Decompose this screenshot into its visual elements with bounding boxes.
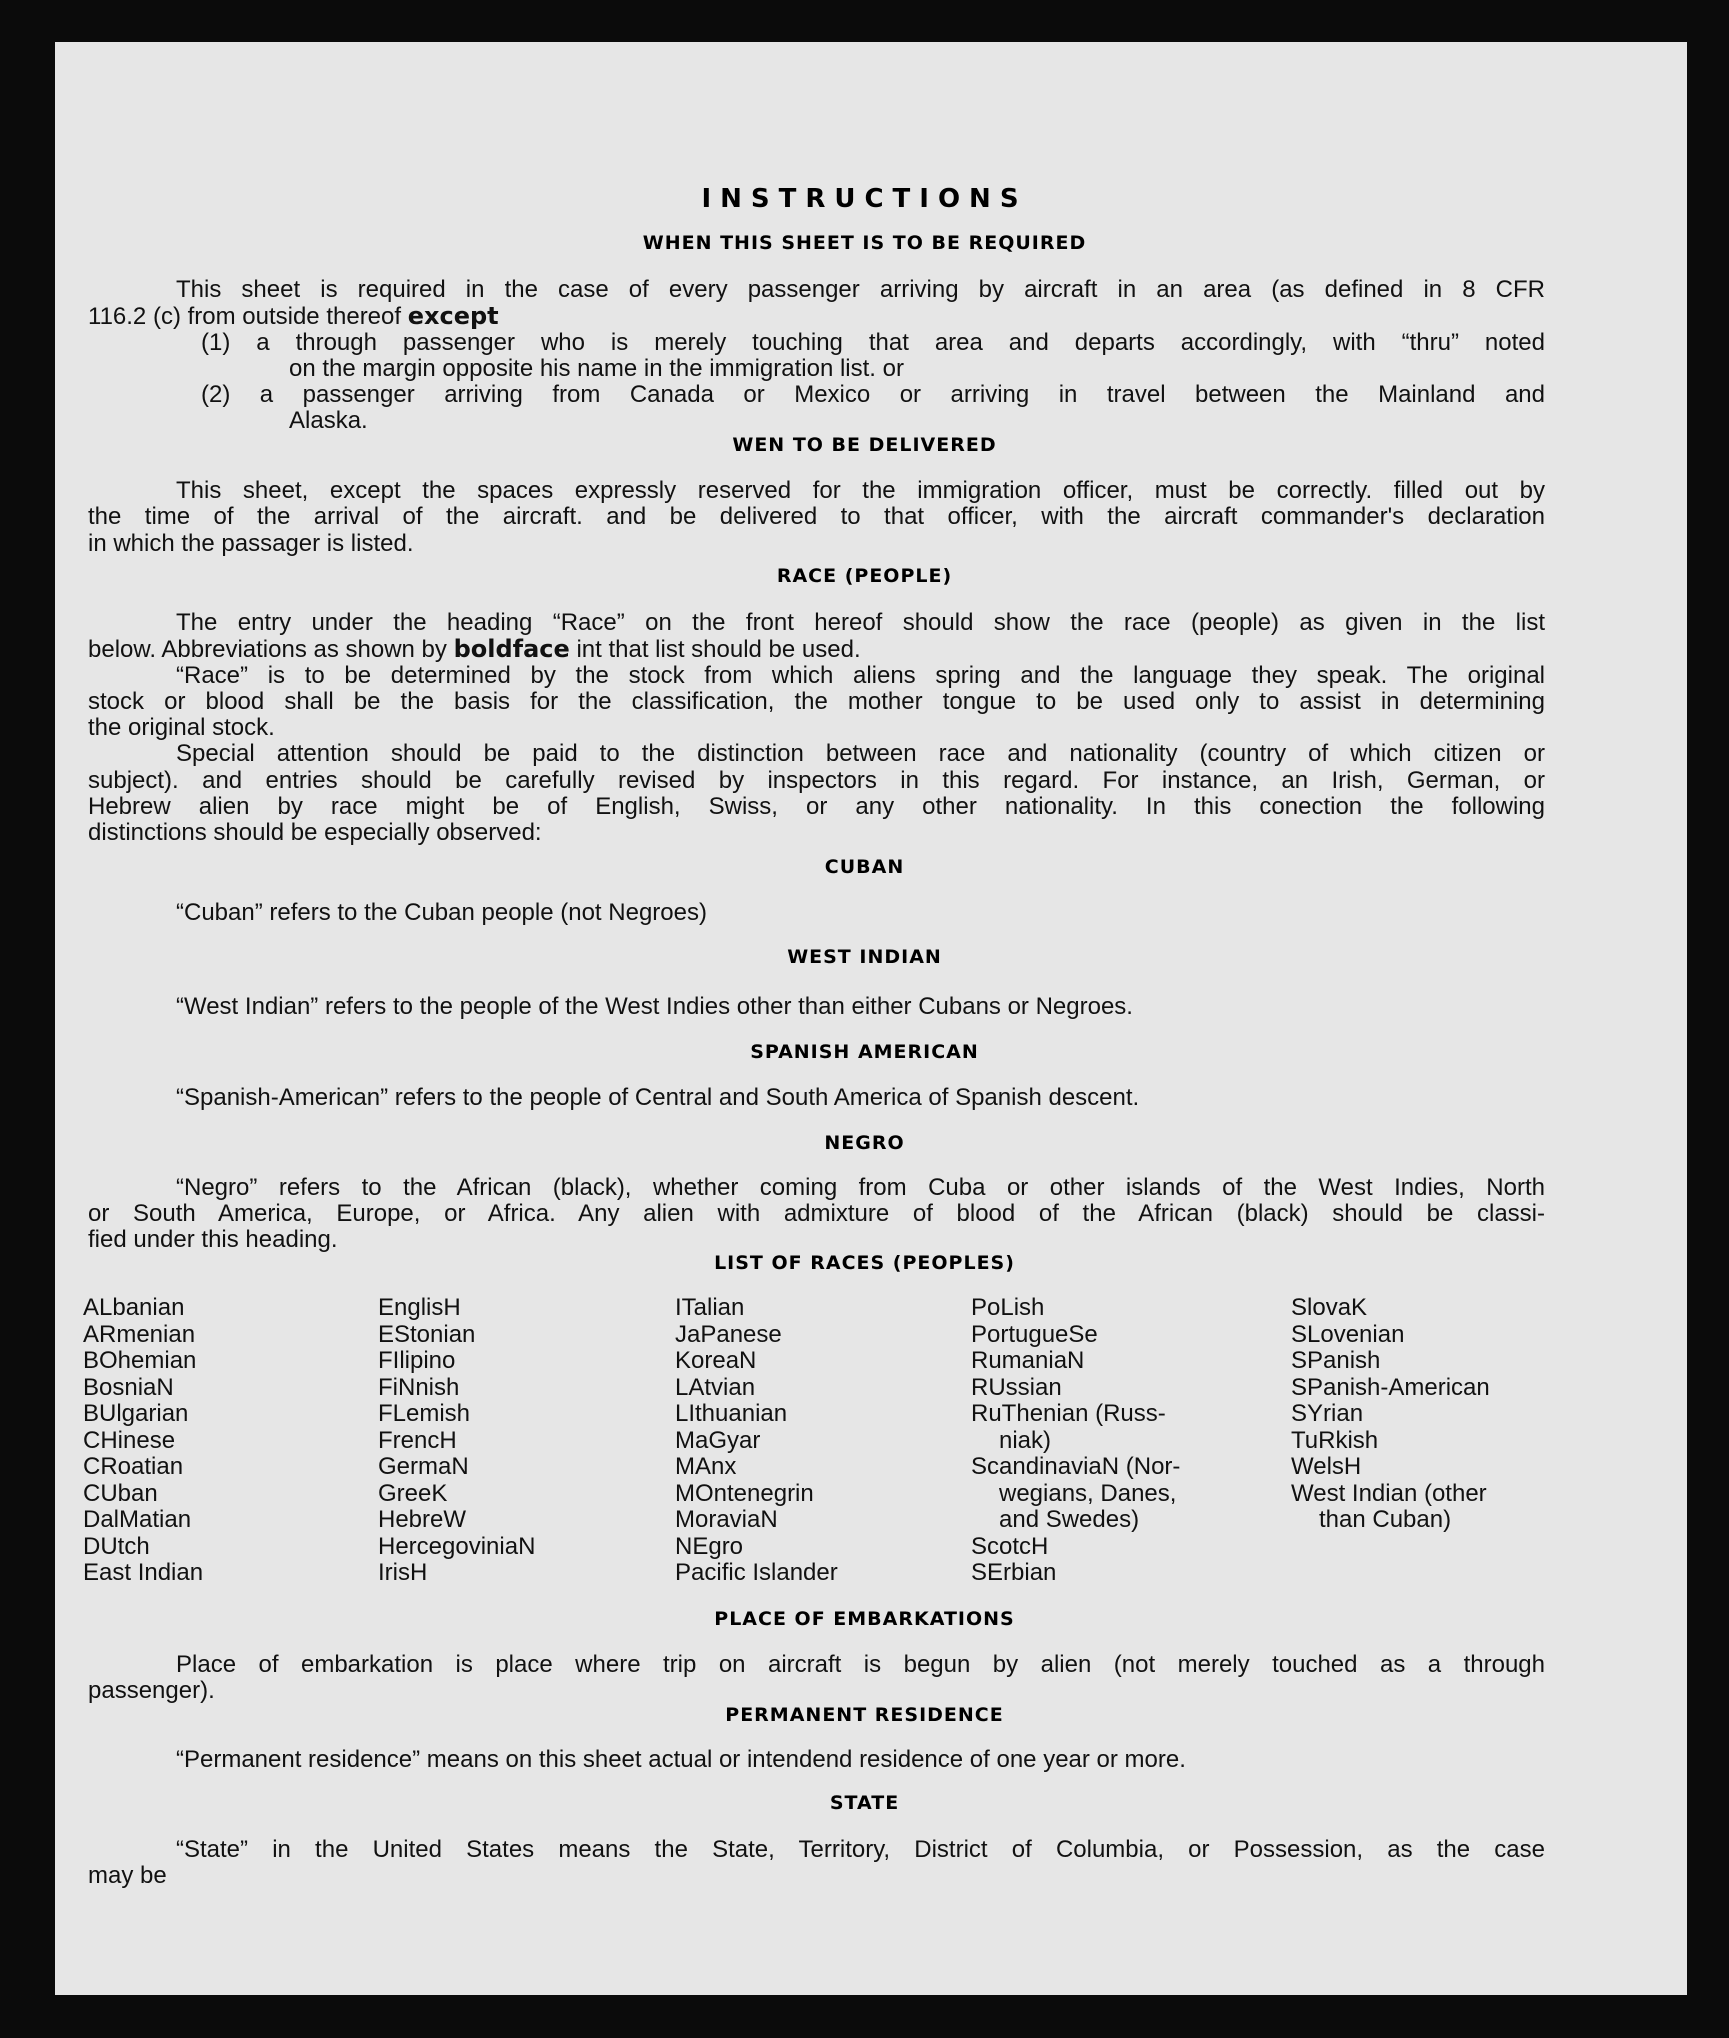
heading-state: STATE: [829, 1792, 900, 1814]
race-item: NEgro: [675, 1532, 744, 1560]
race-item: RuThenian (Russ-: [971, 1400, 1166, 1427]
race-item: FIlipino: [378, 1347, 456, 1374]
paragraph-line: “Cuban” refers to the Cuban people (not Negroes): [176, 899, 707, 926]
race-item: ScandinaviaN (Nor-: [971, 1453, 1181, 1480]
paragraph-line: “Permanent residence” means on this sheet actual or intendend residence of one year or more.: [176, 1746, 1186, 1773]
text: int that list should be used.: [576, 636, 861, 663]
race-item: niak): [999, 1426, 1052, 1454]
race-item: BOhemian: [83, 1347, 197, 1374]
race-item: SYrian: [1291, 1400, 1364, 1427]
paragraph-line: The entry under the heading “Race” on the front hereof should show the race (people) as given in the list: [176, 609, 1545, 636]
heading-west-indian: WEST INDIAN: [787, 946, 942, 968]
heading-race: RACE (PEOPLE): [776, 565, 953, 587]
race-item: ITalian: [675, 1294, 745, 1321]
page-title: INSTRUCTIONS: [701, 184, 1028, 214]
race-item: IrisH: [378, 1559, 428, 1586]
race-item: EnglisH: [378, 1294, 461, 1321]
race-item: ALbanian: [83, 1294, 185, 1321]
race-item: KoreaN: [675, 1347, 757, 1374]
paragraph-line: or South America, Europe, or Africa. Any alien with admixture of blood of the African (black) should be classi-: [88, 1200, 1545, 1227]
race-item: and Swedes): [999, 1506, 1140, 1533]
races-column-5: [1291, 1295, 1490, 1534]
race-item: GreeK: [378, 1479, 448, 1507]
race-item: DalMatian: [83, 1506, 192, 1533]
paragraph-line: Hebrew alien by race might be of English, Swiss, or any other nationality. In this conection the following: [88, 793, 1545, 820]
paragraph-line: may be: [88, 1862, 167, 1889]
race-item: ARmenian: [83, 1320, 196, 1348]
race-item: LIthuanian: [675, 1400, 788, 1427]
bold-text: except: [407, 302, 499, 330]
paragraph-line: stock or blood shall be the basis for the classification, the mother tongue to be used only to assist in determining: [88, 688, 1545, 715]
races-column-4: [971, 1295, 1180, 1587]
race-item: BUlgarian: [83, 1400, 189, 1427]
paragraph-line: This sheet is required in the case of every passenger arriving by aircraft in an area (as defined in 8 CFR: [176, 276, 1545, 303]
race-item: CHinese: [83, 1426, 176, 1454]
race-item: RUssian: [971, 1373, 1062, 1401]
paragraph-line: [88, 302, 1545, 331]
race-item: ScotcH: [971, 1532, 1049, 1560]
races-column-3: [675, 1295, 838, 1587]
list-item-2-cont: Alaska.: [289, 407, 368, 434]
paragraph-line: distinctions should be especially observed:: [88, 819, 542, 846]
paragraph-line: “West Indian” refers to the people of the West Indies other than either Cubans or Negroes.: [176, 993, 1133, 1020]
heading-when-required: WHEN THIS SHEET IS TO BE REQUIRED: [642, 232, 1087, 254]
race-item: SErbian: [971, 1559, 1057, 1586]
list-item-2: (2) a passenger arriving from Canada or Mexico or arriving in travel between the Mainland and: [201, 381, 1545, 408]
paragraph-line: fied under this heading.: [88, 1226, 338, 1253]
race-item: TuRkish: [1291, 1426, 1379, 1454]
paragraph-line: the original stock.: [88, 714, 275, 741]
race-item: HebreW: [378, 1506, 467, 1533]
race-item: EStonian: [378, 1320, 476, 1348]
race-item: Pacific Islander: [675, 1559, 838, 1586]
paragraph-line: subject). and entries should be carefully revised by inspectors in this regard. For instance, an Irish, German, or: [88, 767, 1545, 794]
paragraph-line: “Negro” refers to the African (black), whether coming from Cuba or other islands of the West Indies, North: [176, 1174, 1545, 1201]
paragraph-line: “Spanish-American” refers to the people of Central and South America of Spanish descent.: [176, 1084, 1140, 1111]
paragraph-line: This sheet, except the spaces expressly reserved for the immigration officer, must be correctly. filled out by: [176, 477, 1545, 504]
race-item: SlovaK: [1291, 1294, 1368, 1321]
text: below. Abbreviations as shown by: [88, 636, 447, 663]
heading-list-of-races: LIST OF RACES (PEOPLES): [714, 1252, 1015, 1274]
race-item: FiNnish: [378, 1373, 460, 1401]
paragraph-line: Special attention should be paid to the distinction between race and nationality (country of which citizen or: [176, 740, 1545, 767]
heading-permanent-residence: PERMANENT RESIDENCE: [725, 1704, 1004, 1726]
race-item: DUtch: [83, 1532, 150, 1560]
heading-negro: NEGRO: [824, 1132, 905, 1154]
race-item: than Cuban): [1319, 1506, 1452, 1533]
heading-spanish-american: SPANISH AMERICAN: [750, 1041, 979, 1063]
race-item: PortugueSe: [971, 1320, 1098, 1348]
race-item: PoLish: [971, 1294, 1045, 1321]
paragraph-line: the time of the arrival of the aircraft. and be delivered to that officer, with the aircraft commander's declaration: [88, 503, 1545, 530]
heading-cuban: CUBAN: [824, 856, 905, 878]
race-item: SPanish: [1291, 1347, 1381, 1374]
paragraph-line: Place of embarkation is place where trip on aircraft is begun by alien (not merely touched as a through: [176, 1651, 1545, 1678]
paragraph-line: [88, 635, 1545, 664]
race-item: East Indian: [83, 1559, 204, 1586]
races-column-1: [83, 1295, 203, 1587]
race-item: West Indian (other: [1291, 1479, 1487, 1507]
race-item: WelsH: [1291, 1453, 1362, 1480]
race-item: RumaniaN: [971, 1347, 1085, 1374]
paragraph-line: in which the passager is listed.: [88, 530, 414, 557]
race-item: CRoatian: [83, 1453, 184, 1480]
bold-text: boldface: [453, 635, 570, 663]
race-item: MAnx: [675, 1453, 737, 1480]
race-item: SLovenian: [1291, 1320, 1405, 1348]
paragraph-line: “State” in the United States means the State, Territory, District of Columbia, or Possession, as the case: [176, 1836, 1545, 1863]
text: 116.2 (c) from outside thereof: [88, 303, 402, 330]
race-item: wegians, Danes,: [999, 1479, 1177, 1507]
paragraph-line: “Race” is to be determined by the stock from which aliens spring and the language they speak. The original: [176, 662, 1545, 689]
race-item: GermaN: [378, 1453, 469, 1480]
race-item: CUban: [83, 1479, 158, 1507]
race-item: HercegoviniaN: [378, 1532, 536, 1560]
heading-when-delivered: WEN TO BE DELIVERED: [732, 434, 997, 456]
race-item: FLemish: [378, 1400, 471, 1427]
race-item: MOntenegrin: [675, 1479, 814, 1507]
list-item-1: (1) a through passenger who is merely touching that area and departs accordingly, with “thru” noted: [201, 329, 1545, 356]
race-item: BosniaN: [83, 1373, 174, 1401]
race-item: MoraviaN: [675, 1506, 778, 1533]
race-item: MaGyar: [675, 1426, 761, 1454]
heading-place-of-embarkation: PLACE OF EMBARKATIONS: [714, 1608, 1015, 1630]
race-item: FrencH: [378, 1426, 457, 1454]
race-item: SPanish-American: [1291, 1373, 1490, 1401]
races-column-2: [378, 1295, 535, 1587]
race-item: JaPanese: [675, 1320, 782, 1348]
list-item-1-cont: on the margin opposite his name in the immigration list. or: [289, 355, 904, 382]
paragraph-line: passenger).: [88, 1677, 215, 1704]
race-item: LAtvian: [675, 1373, 756, 1401]
